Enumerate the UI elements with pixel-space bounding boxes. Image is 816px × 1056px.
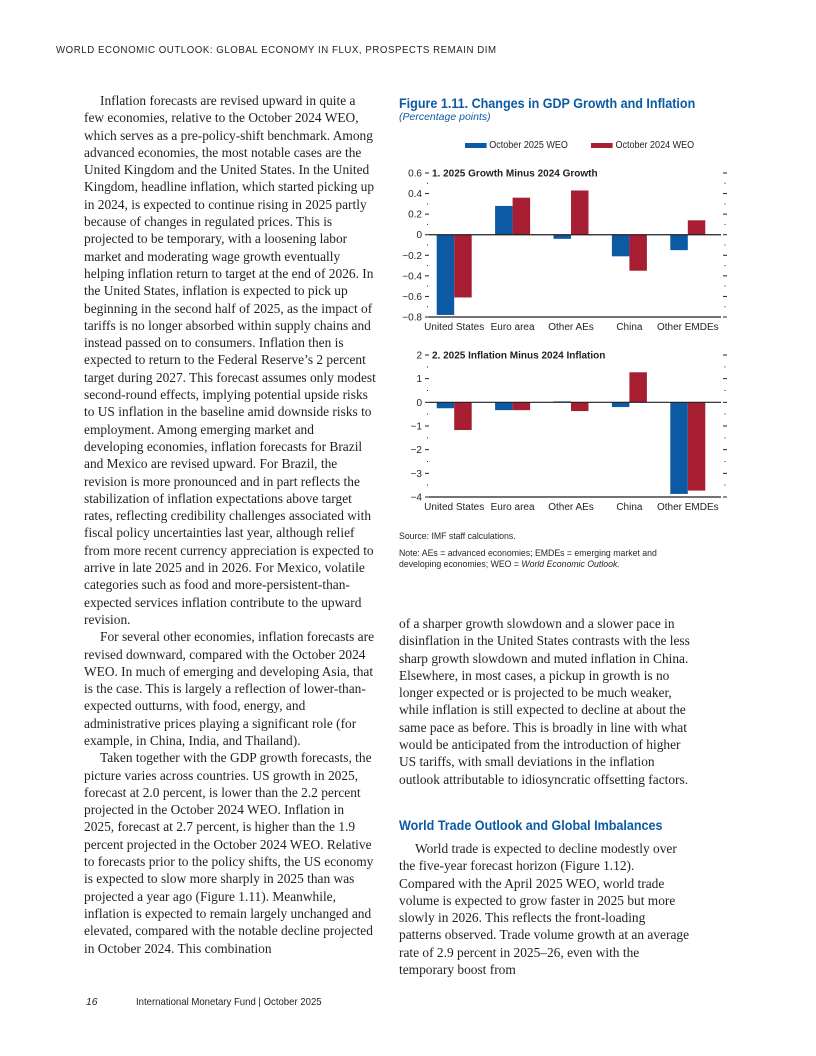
x-category-label: United States <box>424 502 485 513</box>
legend-item-oct2024 <box>591 140 694 151</box>
bar-oct2024 <box>688 402 706 490</box>
bar-oct2024 <box>571 190 589 234</box>
x-category-label: United States <box>424 322 485 333</box>
x-category-label: Euro area <box>490 322 535 333</box>
x-category-label: Other AEs <box>548 502 594 513</box>
y-tick-label: −4 <box>410 492 422 504</box>
section-heading: World Trade Outlook and Global Imbalances <box>399 818 663 833</box>
figure-charts <box>395 160 735 520</box>
bar-oct2025 <box>670 235 688 250</box>
legend-item-oct2025 <box>465 140 568 151</box>
bar-oct2025 <box>670 402 688 494</box>
paragraph: For several other economies, inflation forecasts are revised downward, compared with the October 2024 WEO. In much of emerging and developing Asia, that is the case. This is largely a reflection of lower-than-expected outturns, with food, energy, and administrative prices playing a significant role (for example, in China, India, and Thailand). <box>84 629 375 748</box>
legend-label: October 2024 WEO <box>615 140 695 151</box>
bar-oct2024 <box>454 402 472 430</box>
bar-oct2024 <box>454 235 472 298</box>
figure-subtitle: (Percentage points) <box>399 111 491 123</box>
figure-source-notes <box>399 530 697 575</box>
chart-legend <box>465 140 694 151</box>
bar-oct2025 <box>495 206 512 235</box>
y-tick-label: −0.2 <box>402 250 422 262</box>
figure-title: Figure 1.11. Changes in GDP Growth and Inflation <box>399 96 696 111</box>
x-category-label: Other AEs <box>548 322 594 333</box>
y-tick-label: 0.2 <box>408 209 422 221</box>
note-text: Note: AEs = advanced economies; EMDEs = emerging market and developing economies; WEO = World Economic Outlook. <box>399 546 657 569</box>
y-tick-label: 0 <box>416 397 422 409</box>
bar-oct2024 <box>571 402 589 411</box>
x-category-label: Other EMDEs <box>656 322 719 333</box>
source-text: Source: IMF staff calculations. <box>399 530 516 541</box>
y-tick-label: −0.6 <box>402 291 422 303</box>
x-category-label: China <box>616 322 643 333</box>
panel-title: 2. 2025 Inflation Minus 2024 Inflation <box>432 350 606 362</box>
paragraph: Inflation forecasts are revised upward in quite a few economies, relative to the October 2024 WEO, which serves as a pre-policy-shift benchmark. Among advanced economies, the most notable cases are the United Kingdom and the United States. In the United Kingdom, headline inflation, which started picking up in 2024, is expected to continue rising in 2025 partly because of changes in regulated prices. This is projected to be temporary, with a loosening labor market and moderating wage growth eventually helping inflation return to target at the end of 2026. In the United States, inflation is expected to pick up beginning in the second half of 2025, as the impact of tariffs is no longer absorbed within supply chains and instead passed on to consumers. Inflation then is expected to return to the Federal Reserve’s 2 percent target during 2027. This forecast assumes only modest second-round effects, implying potential upside risks to US inflation in the baseline amid downside risks to employment. Among emerging market and developing economies, inflation forecasts for Brazil and Mexico are revised upward. For Brazil, the revision is more pronounced and in part reflects the stabilization of inflation expectations above target rates, reflecting credibility challenges associated with fiscal policy uncertainties last year, although relief from more recent currency appreciation is expected to arrive in late 2025 and in 2026. For Mexico, volatile categories such as food and more-persistent-than-expected services inflation contribute to the upward revision. <box>84 93 376 627</box>
left-column <box>84 92 376 957</box>
bar-oct2024 <box>513 198 531 235</box>
legend-swatch-blue <box>465 143 487 148</box>
legend-label: October 2025 WEO <box>489 140 568 151</box>
y-tick-label: 0.4 <box>408 189 422 201</box>
y-tick-label: −1 <box>410 421 422 433</box>
bar-oct2025 <box>612 402 630 407</box>
bar-oct2025 <box>495 402 512 410</box>
paragraph: of a sharper growth slowdown and a slower pace in disinflation in the United States contrasts with the less sharp growth slowdown and muted inflation in China. Elsewhere, in most cases, a pickup in growth is no longer expected or is projected to be much weaker, while inflation is still expected to decline at about the same pace as before. This is broadly in line with what would be anticipated from the introduction of higher US tariffs, with small deviations in the inflation outlook attributable to idiosyncratic offsetting factors. <box>399 616 690 787</box>
bar-oct2024 <box>629 372 647 402</box>
x-category-label: Euro area <box>490 502 535 513</box>
y-tick-label: 0 <box>416 230 422 242</box>
bar-oct2025 <box>612 235 630 257</box>
y-tick-label: 0.6 <box>408 168 422 180</box>
legend-swatch-red <box>591 143 613 148</box>
bar-oct2025 <box>437 402 455 408</box>
bar-oct2024 <box>688 220 706 234</box>
y-tick-label: 1 <box>416 374 422 386</box>
paragraph: World trade is expected to decline modestly over the five-year forecast horizon (Figure 1.12). Compared with the April 2025 WEO, world trade volume is expected to grow faster in 2025 but more slowly in 2026. This reflects the front-loading patterns observed. Trade volume growth at an average rate of 2.9 percent in 2025–26, even with the temporary boost from <box>399 841 690 978</box>
publication-footer: International Monetary Fund | October 2025 <box>136 997 322 1008</box>
y-tick-label: −3 <box>410 468 422 480</box>
panel-title: 1. 2025 Growth Minus 2024 Growth <box>432 168 598 180</box>
bar-oct2025 <box>437 235 455 315</box>
x-category-label: China <box>616 502 643 513</box>
running-head: WORLD ECONOMIC OUTLOOK: GLOBAL ECONOMY IN FLUX, PROSPECTS REMAIN DIM <box>56 44 497 56</box>
y-tick-label: −2 <box>410 445 422 457</box>
y-tick-label: −0.4 <box>402 271 422 283</box>
page-number: 16 <box>86 997 98 1008</box>
right-column-section <box>399 840 691 978</box>
paragraph: Taken together with the GDP growth forecasts, the picture varies across countries. US growth in 2025, forecast at 2.0 percent, is lower than the 2.2 percent projected in the October 2024 WEO. Inflation in 2025, forecast at 2.7 percent, is higher than the 1.9 percent projected in the October 2024 WEO. Relative to forecasts prior to the policy shifts, the US economy is expected to slow more sharply in 2025 than was projected a year ago (Figure 1.11). Meanwhile, inflation is expected to remain largely unchanged and elevated, compared with the notable decline projected in October 2024. This combination <box>84 750 374 956</box>
bar-oct2024 <box>629 235 647 271</box>
y-tick-label: 2 <box>416 350 422 362</box>
bar-oct2025 <box>554 235 572 239</box>
x-category-label: Other EMDEs <box>656 502 719 513</box>
y-tick-label: −0.8 <box>402 312 422 324</box>
bar-oct2024 <box>513 402 531 410</box>
right-column <box>399 615 691 788</box>
note-italic: World Economic Outlook. <box>521 558 620 569</box>
